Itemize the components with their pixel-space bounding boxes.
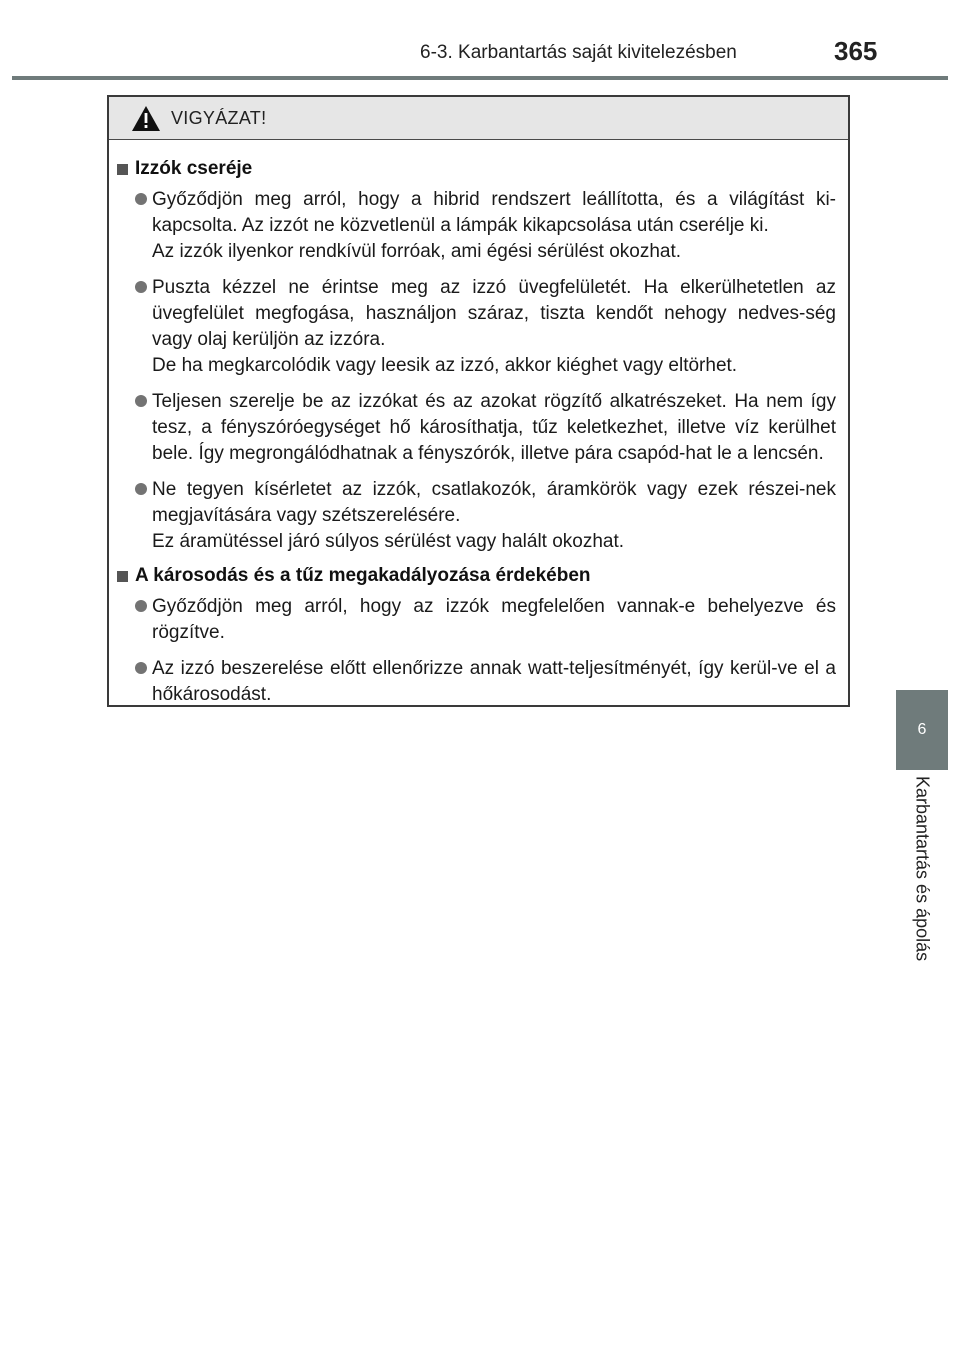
- item-text: Győződjön meg arról, hogy az izzók megfelelően vannak-e behelyezve és rögzítve.: [152, 596, 836, 643]
- warning-triangle-icon: [131, 105, 161, 132]
- item-text: Ne tegyen kísérletet az izzók, csatlakozók, áramkörök vagy ezek részei-nek megjavítására vagy szétszerelésére.: [152, 479, 836, 526]
- item-text: Teljesen szerelje be az izzókat és az azokat rögzítő alkatrészeket. Ha nem így tesz, a fényszóróegységet hő károsíthatja, tűz keletkezhet, illetve víz kerülhet bele. Így megrongálódhatnak a fényszórók, illetve pára csapód-hat le a lencsén.: [152, 391, 836, 464]
- item-text: Az izzó beszerelése előtt ellenőrizze annak watt-teljesítményét, így kerül-ve el a hőkárosodást.: [152, 658, 836, 705]
- warning-heading: VIGYÁZAT!: [171, 107, 267, 128]
- section-title: 6-3. Karbantartás saját kivitelezésben: [420, 42, 737, 63]
- section-heading-text: Izzók cseréje: [135, 158, 253, 179]
- warning-box: [107, 95, 850, 707]
- warning-header: [109, 97, 848, 140]
- chapter-number: 6: [917, 721, 927, 738]
- round-bullet-icon: [135, 600, 147, 612]
- chapter-side-label: [896, 776, 948, 1016]
- list-item: [135, 389, 836, 467]
- list-item: [135, 594, 836, 646]
- list-item: [135, 187, 836, 265]
- item-note: De ha megkarcolódik vagy leesik az izzó, akkor kiéghet vagy eltörhet.: [152, 355, 738, 376]
- chapter-label: Karbantartás és ápolás: [912, 776, 933, 962]
- square-bullet-icon: [117, 164, 128, 175]
- round-bullet-icon: [135, 395, 147, 407]
- section-heading: [117, 158, 836, 180]
- round-bullet-icon: [135, 483, 147, 495]
- header-divider: [12, 76, 948, 80]
- item-note: Az izzók ilyenkor rendkívül forróak, ami égési sérülést okozhat.: [152, 241, 682, 262]
- square-bullet-icon: [117, 571, 128, 582]
- list-item: [135, 656, 836, 708]
- round-bullet-icon: [135, 193, 147, 205]
- item-text: Győződjön meg arról, hogy a hibrid rendszert leállította, és a világítást ki-kapcsolta. Az izzót ne közvetlenül a lámpák kikapcsolása után cserélje ki.: [152, 189, 836, 236]
- list-item: [135, 477, 836, 555]
- section-heading-text: A károsodás és a tűz megakadályozása érdekében: [135, 565, 591, 586]
- round-bullet-icon: [135, 281, 147, 293]
- list-item: [135, 275, 836, 379]
- round-bullet-icon: [135, 662, 147, 674]
- page-number: 365: [834, 36, 878, 66]
- item-note: Ez áramütéssel járó súlyos sérülést vagy halált okozhat.: [152, 531, 625, 552]
- item-text: Puszta kézzel ne érintse meg az izzó üvegfelületét. Ha elkerülhetetlen az üvegfelület megfogása, használjon száraz, tiszta kendőt nehogy nedves-ség vagy olaj kerüljön az izzóra.: [152, 277, 836, 350]
- section-heading: [117, 565, 836, 587]
- warning-body: [109, 140, 848, 708]
- chapter-tab: [896, 690, 948, 770]
